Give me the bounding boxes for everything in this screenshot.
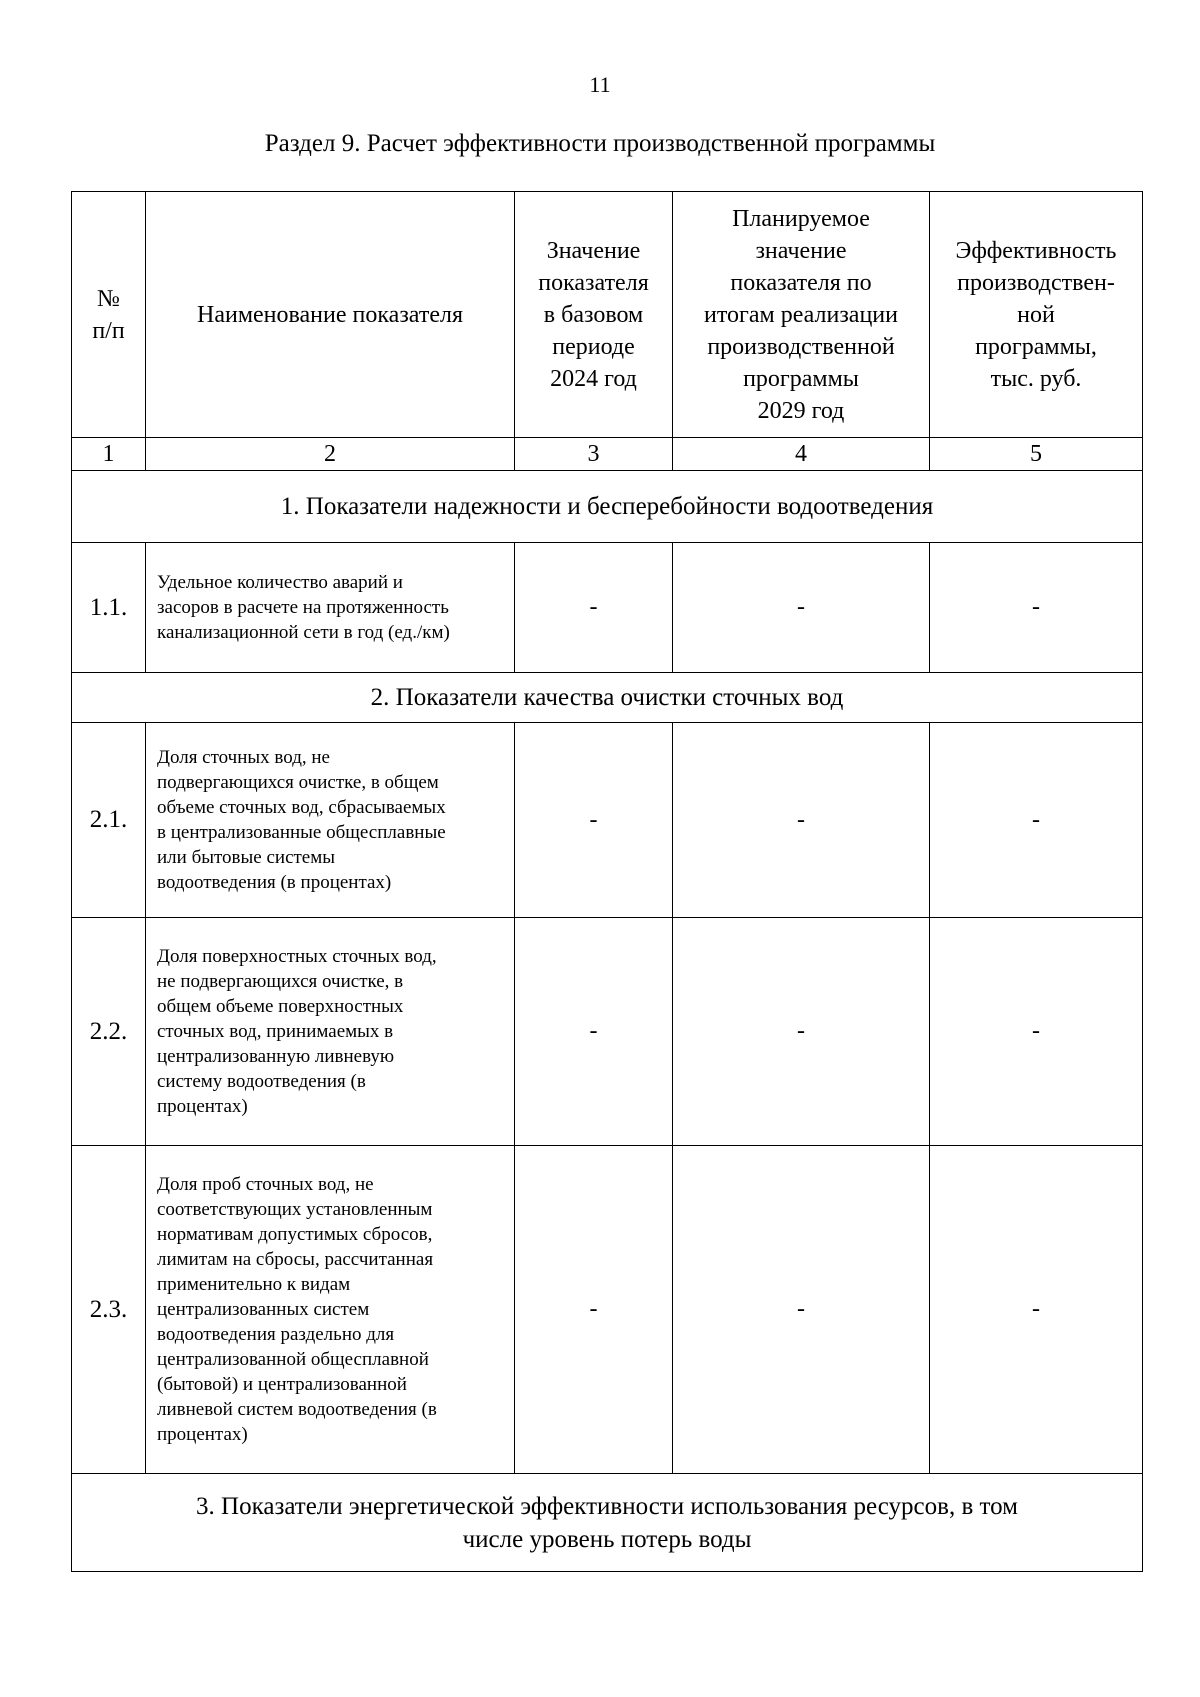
base-value-cell: - [515, 723, 673, 918]
column-number: 5 [930, 438, 1143, 471]
page-number: 11 [589, 72, 611, 97]
section-row [72, 1474, 1143, 1572]
header-number: № п/п [72, 192, 146, 438]
section-title-2: 2. Показатели качества очистки сточных вод [72, 673, 1143, 723]
row-number: 1.1. [72, 543, 146, 673]
efficiency-cell: - [930, 918, 1143, 1146]
row-number: 2.1. [72, 723, 146, 918]
row-number: 2.2. [72, 918, 146, 1146]
planned-value-cell: - [673, 543, 930, 673]
planned-value-cell: - [673, 1146, 930, 1474]
section-title: Раздел 9. Расчет эффективности производственной программы [264, 130, 936, 157]
planned-value-cell: - [673, 723, 930, 918]
column-number: 4 [673, 438, 930, 471]
row-description: Доля поверхностных сточных вод, не подвергающихся очистке, в общем объеме поверхностных сточных вод, принимаемых в централизованную ливневую систему водоотведения (в процентах) [146, 918, 515, 1146]
header-planned-value: Планируемое значение показателя по итогам реализации производственной программы 2029 год [673, 192, 930, 438]
table-header-row [72, 192, 1143, 438]
efficiency-cell: - [930, 1146, 1143, 1474]
row-description: Доля сточных вод, не подвергающихся очистке, в общем объеме сточных вод, сбрасываемых в централизованные общесплавные или бытовые системы водоотведения (в процентах) [146, 723, 515, 918]
header-efficiency: Эффективность производствен- ной программы, тыс. руб. [930, 192, 1143, 438]
base-value-cell: - [515, 918, 673, 1146]
efficiency-cell: - [930, 543, 1143, 673]
table-row [72, 918, 1143, 1146]
table-row [72, 543, 1143, 673]
row-description: Удельное количество аварий и засоров в расчете на протяженность канализационной сети в год (ед./км) [146, 543, 515, 673]
section-title-3: 3. Показатели энергетической эффективности использования ресурсов, в том числе уровень потерь воды [72, 1474, 1143, 1572]
row-description: Доля проб сточных вод, не соответствующих установленным нормативам допустимых сбросов, лимитам на сбросы, рассчитанная применительно к видам централизованных систем водоотведения раздельно для централизованной общесплавной (бытовой) и централизованной ливневой систем водоотведения (в процентах) [146, 1146, 515, 1474]
header-base-value: Значение показателя в базовом периоде 2024 год [515, 192, 673, 438]
planned-value-cell: - [673, 918, 930, 1146]
efficiency-cell: - [930, 723, 1143, 918]
column-numbers-row [72, 438, 1143, 471]
base-value-cell: - [515, 1146, 673, 1474]
header-indicator-name: Наименование показателя [146, 192, 515, 438]
table-row [72, 1146, 1143, 1474]
column-number: 2 [146, 438, 515, 471]
base-value-cell: - [515, 543, 673, 673]
column-number: 1 [72, 438, 146, 471]
table-row [72, 723, 1143, 918]
section-title-1: 1. Показатели надежности и бесперебойности водоотведения [72, 471, 1143, 543]
efficiency-table [71, 191, 1143, 1572]
row-number: 2.3. [72, 1146, 146, 1474]
column-number: 3 [515, 438, 673, 471]
section-row [72, 673, 1143, 723]
section-row [72, 471, 1143, 543]
